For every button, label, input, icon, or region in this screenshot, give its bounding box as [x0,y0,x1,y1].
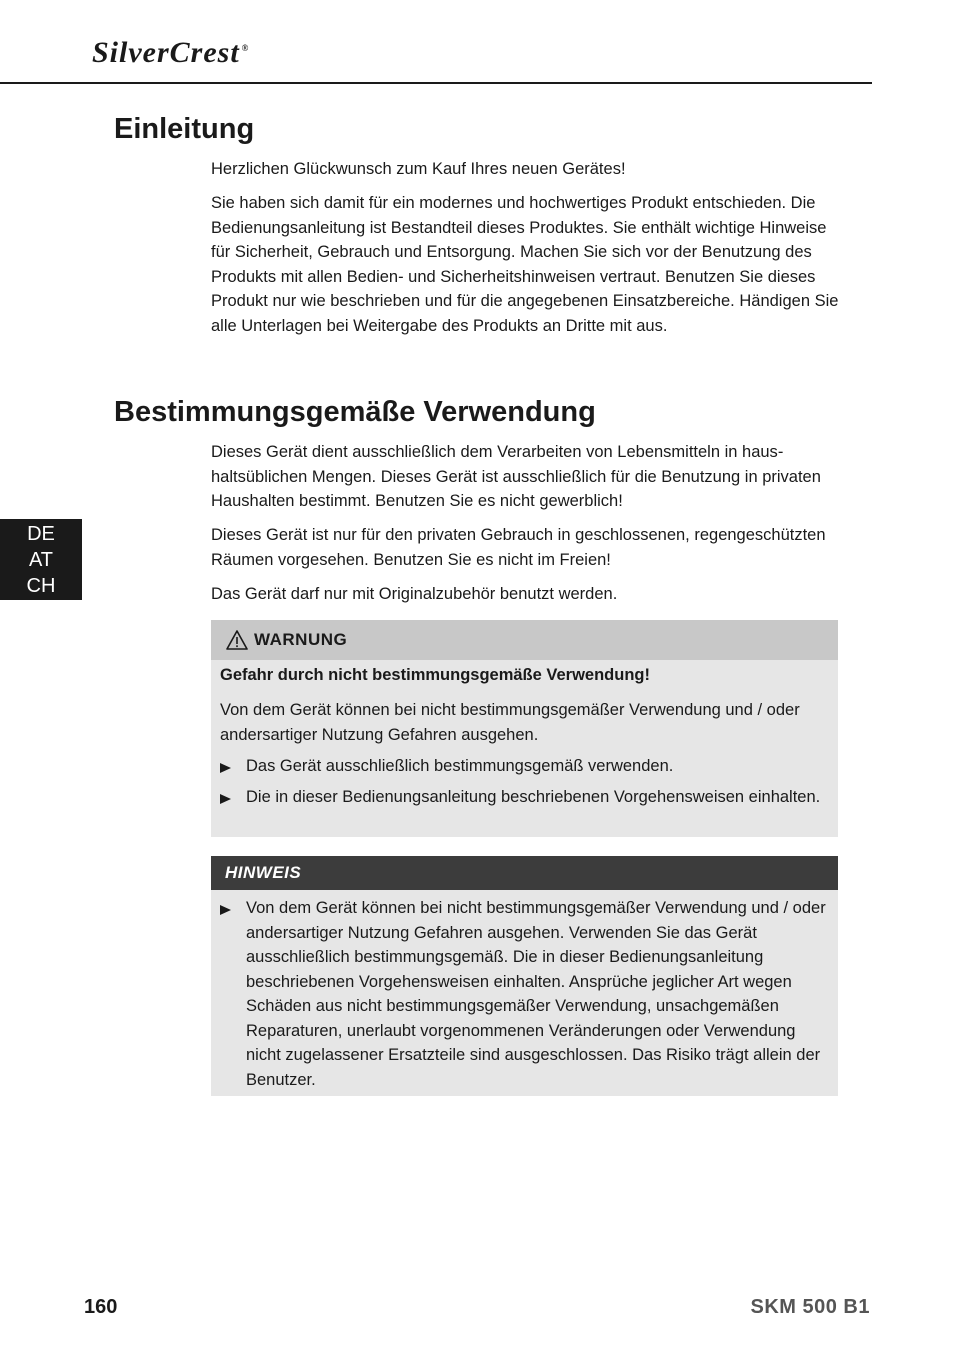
bullet-arrow-icon [220,905,231,915]
hint-box [211,856,838,1096]
usage-paragraph-1: Dieses Gerät dient ausschließlich dem Verarbeiten von Lebensmitteln in haushaltsüblichen Mengen. Dieses Gerät ist ausschließlich für die Benutzung in privaten Haushalten bestimmt. Benutzen Sie es nicht gewerblich! [211,443,821,510]
bullet-arrow-icon [220,763,231,773]
warning-subtitle: Gefahr durch nicht bestimmungsgemäße Verwendung! [220,666,650,684]
hint-header [211,856,838,890]
usage-paragraph-2: Dieses Gerät ist nur für den privaten Gebrauch in geschlossenen, regengeschützten Räumen vorgesehen. Benutzen Sie es nicht im Freien! [211,526,826,569]
language-tab [0,519,82,600]
hint-bullet-text: Von dem Gerät können bei nicht bestimmungsgemäßer Verwendung und / oder andersartiger Nutzung Gefahren ausgehen. Verwenden Sie das Gerät ausschließlich bestimmungsgemäß. Die in dieser Bedienungsanleitung beschriebenen Vorgehensweisen einhalten. Ansprüche jeglicher Art wegen Schäden aus nicht bestimmungsgemäßer Verwendung, unsachgemäßen Reparaturen, unerlaubt vorgenommenen Veränderungen oder Verwendung nicht zugelassener Ersatzteile sind ausgeschlossen. Das Risiko trägt allein der Benutzer. [246,899,826,1089]
registered-mark: ® [241,43,250,53]
page-number: 160 [84,1296,118,1318]
hint-bullet [220,896,832,1092]
warning-bullet-text: Das Gerät ausschließlich bestimmungsgemäß verwenden. [246,757,674,775]
section-heading-bestimmung: Bestimmungsgemäße Verwendung [114,396,596,428]
warning-bullet [220,754,832,779]
brand-name: SilverCrest [92,36,240,69]
warning-triangle-icon [226,630,248,650]
warning-box [211,620,838,837]
warning-header [211,620,838,660]
usage-paragraph-3: Das Gerät darf nur mit Originalzubehör benutzt werden. [211,585,618,603]
brand-logo [92,36,249,70]
lang-de: DE [27,523,55,545]
model-number: SKM 500 B1 [750,1296,870,1318]
intro-paragraph-1: Herzlichen Glückwunsch zum Kauf Ihres neuen Gerätes! [211,160,626,178]
lang-ch: CH [26,575,56,597]
lang-at: AT [28,549,54,571]
warning-text: Von dem Gerät können bei nicht bestimmungsgemäßer Verwendung und / oder andersartiger Nutzung Gefahren ausgehen. [220,701,800,744]
warning-bullet [220,785,832,810]
hint-label: HINWEIS [225,863,302,882]
warning-label: WARNUNG [254,630,348,649]
section-heading-einleitung: Einleitung [114,113,255,145]
bullet-arrow-icon [220,794,231,804]
intro-paragraph-2: Sie haben sich damit für ein modernes und hochwertiges Produkt entschieden. Die Bedienungsanleitung ist Bestandteil dieses Produktes. Sie enthält wichtige Hinweise für Sicherheit, Gebrauch und Entsorgung. Machen Sie sich vor der Benutzung des Produkts mit allen Bedien- und Sicherheitshinweisen vertraut. Benutzen Sie dieses Produkt nur wie beschrieben und für die angegebenen Einsatzbereiche. Händigen Sie alle Unterlagen bei Weitergabe des Produkts an Dritte mit aus. [211,194,839,335]
header-divider [0,82,872,84]
warning-bullet-text: Die in dieser Bedienungsanleitung beschriebenen Vorgehensweisen einhalten. [246,788,821,806]
